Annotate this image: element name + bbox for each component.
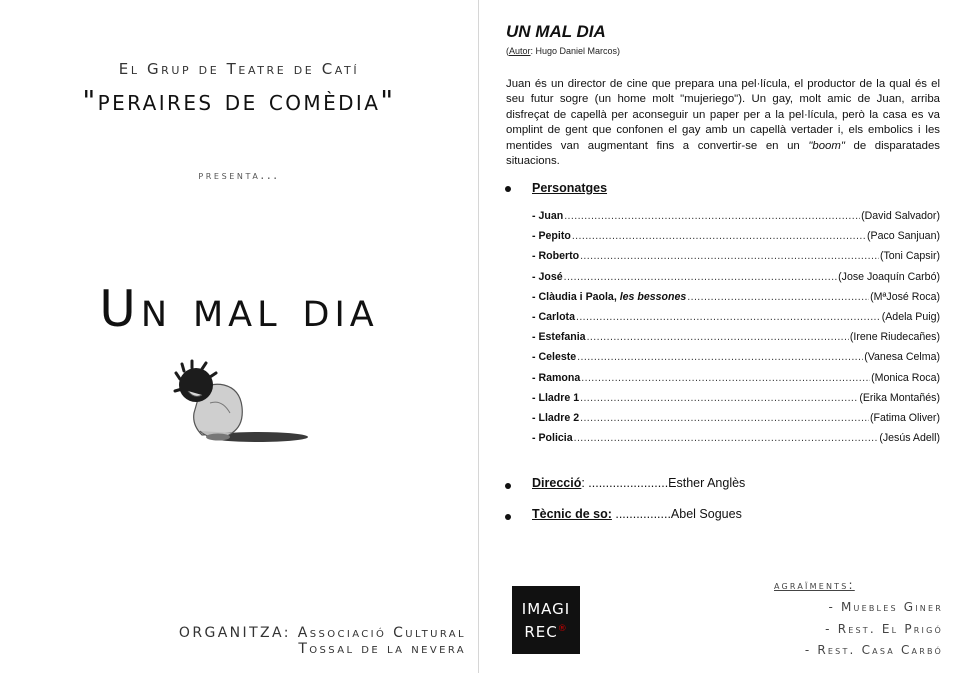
dot-leader (577, 351, 863, 363)
right-page (480, 0, 959, 673)
bullet-icon (505, 514, 511, 520)
cast-role: - Policia (532, 432, 573, 445)
cast-actor: (Irene Riudecañes) (849, 331, 940, 344)
cast-row (532, 412, 940, 432)
cast-role: - Juan (532, 210, 564, 222)
crouching-child-icon (170, 355, 310, 450)
cast-actor: (Vanesa Celma) (864, 351, 940, 364)
cast-row (532, 351, 940, 371)
bullet-icon (505, 186, 511, 192)
cast-row (532, 432, 940, 452)
cast-role: - Carlota (532, 310, 575, 323)
presenta-text: presenta... (198, 168, 280, 182)
cast-row (532, 331, 940, 351)
cast-row (532, 210, 940, 230)
direction-label: Direcció (532, 476, 582, 490)
dot-leader (581, 372, 870, 384)
summary-text-2: de disparatades situacions. (506, 139, 940, 168)
left-page (0, 0, 479, 673)
organitza-block (179, 625, 466, 657)
organitza-line-2: Tossal de la nevera (298, 641, 466, 657)
cast-actor: (Adela Puig) (881, 310, 940, 323)
thanks-item: - Rest. Casa Carbó (804, 643, 943, 657)
dot-leader (580, 412, 869, 424)
cast-role: - Ramona (532, 371, 581, 384)
cast-actor: (Jesús Adell) (879, 432, 940, 445)
logo-line-2 (524, 619, 567, 642)
dot-leader (572, 230, 866, 242)
play-title-heading: UN MAL DIA (506, 22, 606, 41)
dot-leader (576, 311, 881, 323)
tech-label: Tècnic de so: (532, 507, 612, 521)
dot-leader (574, 432, 879, 444)
cast-actor: (Fatima Oliver) (869, 411, 940, 424)
cast-actor: (Jose Joaquín Carbó) (838, 270, 940, 283)
summary-boom: "boom" (808, 139, 845, 152)
thanks-heading: agraïments: (774, 578, 855, 592)
author-name: : Hugo Daniel Marcos) (530, 46, 621, 56)
logo-line-1: IMAGI (521, 599, 571, 618)
thanks-list (805, 600, 943, 665)
cast-role: - Clàudia i Paola, les bessones (532, 290, 687, 303)
cast-role: - Lladre 1 (532, 391, 580, 404)
dot-leader (587, 331, 849, 343)
dot-leader (564, 271, 838, 283)
cast-role: - Roberto (532, 250, 580, 263)
logo-registered-mark: ® (557, 623, 568, 634)
cast-row (532, 311, 940, 331)
cast-role: - Estefania (532, 331, 586, 344)
organitza-line-1: ORGANITZA: Associació Cultural (178, 625, 466, 641)
tech-line (532, 507, 742, 521)
group-line: El Grup de Teatre de Catí (118, 60, 360, 78)
author-label: Autor (509, 46, 531, 56)
tech-value: ................Abel Sogues (611, 507, 742, 521)
author-line (506, 46, 620, 56)
cast-role: - Lladre 2 (532, 411, 580, 424)
cast-actor: (Erika Montañés) (859, 391, 940, 404)
cast-actor: (MªJosé Roca) (870, 290, 940, 303)
cast-actor: (Paco Sanjuan) (866, 230, 940, 243)
play-title: Un mal dia (99, 280, 379, 338)
thanks-item: - Rest. El Prigó (825, 621, 943, 636)
group-name: "peraires de comèdia" (82, 84, 396, 117)
cast-row (532, 291, 940, 311)
cast-row (532, 250, 940, 270)
cast-heading: Personatges (532, 181, 608, 195)
dot-leader (687, 291, 869, 303)
cast-row (532, 392, 940, 412)
author-paren: ( (506, 46, 509, 56)
cast-list (532, 210, 940, 452)
direction-value: : .......................Esther Anglès (581, 476, 746, 490)
logo-rec-text: REC (524, 622, 558, 641)
cast-role: - José (532, 270, 563, 283)
cast-row (532, 271, 940, 291)
thanks-item: - Muebles Giner (828, 600, 943, 614)
cast-row (532, 372, 940, 392)
bullet-icon (505, 483, 511, 489)
dot-leader (580, 250, 879, 262)
cast-actor: (Toni Capsir) (879, 250, 940, 263)
dot-leader (580, 392, 858, 404)
cast-actor: (David Salvador) (861, 210, 940, 222)
imagirec-logo (512, 586, 580, 654)
direction-line (532, 476, 745, 490)
cast-role: - Celeste (532, 351, 577, 364)
cast-role: - Pepito (532, 230, 571, 243)
cast-row (532, 230, 940, 250)
summary-text-1: Juan és un director de cine que prepara una pel·lícula, el productor de la qual és el seu futur sogre (un home molt "mujeriego"). Un gay, molt amic de Juan, arriba disfreçat de capellà per aconseguir un paper per a la pel·lícula, però la casa es va omplint de gent que confonen el gay amb un capellà vertader i, els embolics i les mentides van augmentant fins a convertir-se en un (506, 78, 940, 152)
dot-leader (564, 210, 860, 222)
cast-actor: (Monica Roca) (871, 371, 940, 384)
plot-summary (506, 77, 940, 169)
